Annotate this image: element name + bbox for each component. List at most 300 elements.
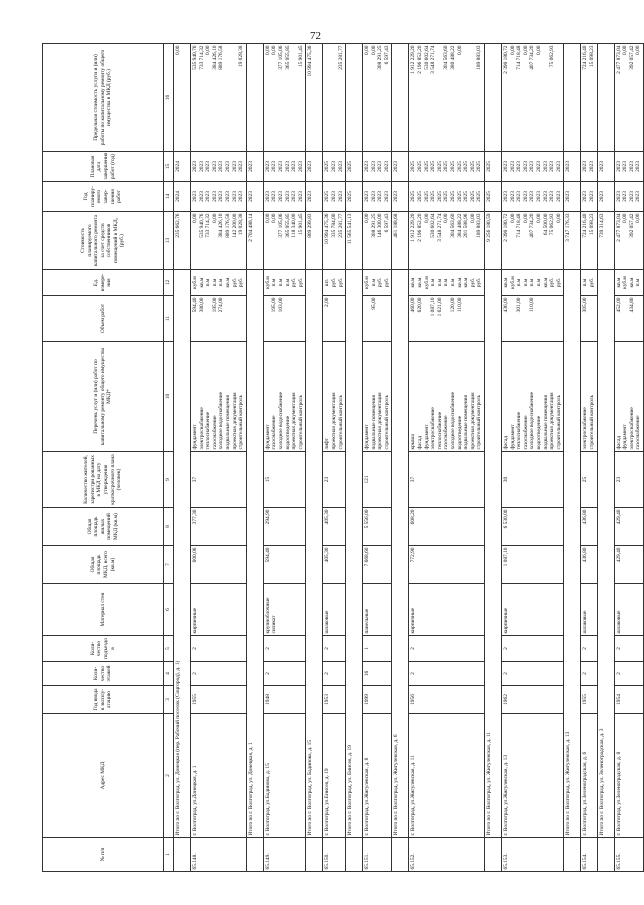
max-costs-list [581,44,597,152]
total-year: 2025 [485,182,502,212]
works-list-line: теплоснабжение [516,411,523,450]
volumes-list-line: 380,00 [198,297,205,313]
units-list-line: п.м [522,278,529,287]
years-list-line: 2023 [522,191,529,202]
record-address: г. Волгоград, ул.Зеленоградская, д. 8 [614,714,643,838]
costs-list [614,212,643,270]
units-list [263,270,306,296]
record-area-total: 772,90 [409,546,485,584]
costs-list-line: 2 390 180,72 [503,213,509,242]
max-costs-list-line [470,46,477,150]
record-row [581,44,597,872]
record-material: панельные [363,584,392,636]
costs-list [409,212,485,270]
total-year-plan: 2025 [346,152,363,182]
years-list-line: 2025 [450,191,457,202]
plan-years-list-line: 2023 [211,161,218,172]
max-costs-list [409,44,485,152]
max-costs-list-line [232,46,239,150]
years-list [409,182,485,212]
record-material: кирпичные [191,584,247,636]
plan-years-list-line: 2023 [364,161,371,172]
years-list-line: 2023 [635,191,642,202]
column-number: 15 [164,152,174,182]
works-list-line: электроснабжение [430,407,437,450]
record-number: 65.155. [614,838,643,872]
costs-list-line: 889 176,58 [224,213,231,238]
max-costs-list [323,44,346,152]
column-number: 1 [164,838,174,872]
works-list [614,342,643,452]
works-list-line: подвальные помещения [224,394,231,450]
volumes-list-line: 95,00 [370,297,377,310]
total-year: 2023 [306,182,323,212]
costs-list-line: 6 597,43 [383,213,390,233]
record-floors: 2 [614,662,643,686]
costs-list-line: 2 196 852,20 [417,213,424,242]
total-year: 2025 [346,182,363,212]
max-costs-list-line: 714 718,48 [516,45,523,70]
total-label: Итого по г. Волгоград, ул. Жигулевская, д. 13 [564,270,581,838]
plan-years-list-line: 2023 [198,161,205,172]
total-label: Итого по г. Волгоград, ул. Енисея, д. 19 [346,270,363,838]
total-year: 2024 [174,182,191,212]
plan-years-list-line: 2025 [469,161,476,172]
works-list-line: фундамент [192,424,198,450]
total-year-plan: 2023 [246,152,263,182]
record-entrances: 2 [409,636,485,662]
volumes-list-line [424,298,431,340]
works-list-line: холодное водоснабжение [218,391,225,450]
column-number: 13 [164,212,174,270]
record-area-living: 405,30 [323,508,346,546]
total-row [485,44,502,872]
total-cost: 809 299,83 [306,212,323,270]
years-list-line: 2023 [264,191,271,202]
years-list-line: 2025 [463,191,470,202]
costs-list-line: 0,00 [522,213,529,223]
record-material: кирпичные [502,584,564,636]
column-number: 2 [164,714,174,838]
works-list-line: подвальные помещения [542,394,549,450]
record-residents: 23 [614,452,643,508]
record-area-living: 429,40 [614,508,643,546]
works-list-line: строительный контроль [555,394,562,450]
header-cell: Объем работ [43,296,164,342]
plan-years-list [363,152,392,182]
plan-years-list-line: 2025 [436,161,443,172]
years-list-line: 2023 [337,191,344,202]
years-list-line: 2025 [476,191,483,202]
max-costs-list-line: 2 196 852,20 [417,45,424,74]
record-floors: 2 [581,662,597,686]
years-list-line: 2025 [417,191,424,202]
record-year: 1948 [263,686,306,714]
costs-list [263,212,306,270]
works-list-line: газоснабжение [211,415,218,450]
total-year: 2023 [246,182,263,212]
years-list [191,182,247,212]
works-list [323,342,346,452]
volumes-list-line: 1 087,10 [430,297,437,317]
years-list-line: 2023 [370,191,377,202]
works-list-line: проектная документация [291,392,298,450]
total-year-plan: 2025 [485,152,502,182]
record-material: кирпичные [409,584,485,636]
works-list-line: газоснабжение [271,415,278,450]
works-list-line: холодное водоснабжение [529,391,536,450]
max-costs-list [363,44,392,152]
units-list-line: куб.м [509,276,516,289]
record-number: 65.151. [363,838,392,872]
works-list-line: фасад [417,436,424,450]
costs-list-line: 308 291,25 [370,213,377,238]
years-list-line: 2023 [192,191,198,202]
works-list-line: водоотведение [284,415,291,450]
years-list-line: 2023 [271,191,278,202]
years-list-line: 2023 [503,191,509,202]
costs-list [363,212,392,270]
record-row [191,44,247,872]
units-list-line: куб.м [264,276,271,289]
max-costs-list-line: 0,00 [535,45,542,55]
years-list-line: 2023 [205,191,212,202]
record-row [263,44,306,872]
max-costs-list-line: 733 714,32 [198,45,205,70]
works-list [409,342,485,452]
total-num-cell [485,838,502,872]
column-number: 6 [164,584,174,636]
total-max-cost [564,44,581,152]
record-area-living: 6 530,00 [502,508,564,546]
units-list [409,270,485,296]
works-list-line: подвальные помещения [370,394,377,450]
units-list-line: п.м [218,278,225,287]
units-list-line: руб. [337,277,344,288]
costs-list-line: 535 940,76 [198,213,205,238]
costs-list-line: 365 955,85 [284,213,291,238]
record-residents: 30 [502,452,564,508]
units-list [363,270,392,296]
units-list-line: п.м [443,278,450,287]
max-costs-list-line [331,46,338,150]
units-list-line: п.м [211,278,218,287]
plan-years-list-line: 2023 [377,161,384,172]
works-list-line: холодное водоснабжение [277,391,284,450]
costs-list [191,212,247,270]
record-entrances: 1 [363,636,392,662]
total-year: 2023 [392,182,409,212]
max-costs-list-line: 0,00 [370,45,377,55]
rotated-table-wrapper [42,44,642,872]
plan-years-list-line: 2023 [509,161,516,172]
record-row [363,44,392,872]
units-list-line: п.м [430,278,437,287]
costs-list-line: 530 602,64 [430,213,437,238]
units-list-line: руб. [549,277,556,288]
volumes-list-line: 301,00 [516,297,523,313]
years-list-line: 2023 [549,191,556,202]
plan-years-list [323,152,346,182]
record-address: г. Волгоград, ул.Зеленоградская, д. 6 [581,714,597,838]
total-year: 2023 [564,182,581,212]
plan-years-list-line: 2023 [231,161,238,172]
record-address: г. Волгоград, ул.Жигулевская, д. 13 [502,714,564,838]
plan-years-list-line: 2023 [330,161,337,172]
max-costs-list-line [463,46,470,150]
max-costs-list-line: 0,00 [456,45,463,55]
works-list-line: фундамент [622,424,629,450]
units-list-line: п.м [450,278,457,287]
volumes-list-line: 103,00 [277,297,284,313]
plan-years-list-line: 2025 [456,161,463,172]
works-list-line: теплоснабжение [436,411,443,450]
record-number: 65.149. [263,838,306,872]
plan-years-list-line: 2025 [410,161,417,172]
units-list-line: шт. [324,278,331,287]
units-list [502,270,564,296]
years-list-line: 2023 [297,191,304,202]
volumes-list [614,296,643,342]
costs-list-line: 0,00 [555,213,562,223]
plan-years-list-line: 2023 [337,161,344,172]
record-area-total: 436,80 [581,546,597,584]
page-number: 72 [310,30,321,42]
max-costs-list-line: 2 477 873,04 [615,45,622,74]
max-costs-list-line: 365 955,85 [284,45,291,70]
record-floors: 2 [263,662,306,686]
plan-years-list-line: 2023 [383,161,390,172]
plan-years-list-line: 2025 [430,161,437,172]
volumes-list-line: 120,00 [450,297,457,313]
costs-list-line: 15 098,23 [588,213,595,236]
costs-list-line: 407 734,20 [529,213,536,238]
column-number: 16 [164,44,174,152]
units-list-line: руб. [238,277,245,288]
max-costs-list-line: 889 176,58 [218,45,225,70]
units-list-line: п.м [436,278,443,287]
volumes-list-line [470,298,477,340]
total-max-cost [346,44,363,152]
plan-years-list-line: 2025 [450,161,457,172]
volumes-list-line: 274,00 [218,297,225,313]
costs-list-line: 15 901,45 [297,213,304,236]
total-num-cell [246,838,263,872]
volumes-list-line [543,298,550,340]
volumes-list-line [384,298,391,340]
total-max-cost [597,44,614,152]
plan-years-list-line: 2023 [549,161,556,172]
record-number: 65.153. [502,838,564,872]
years-list-line: 2023 [364,191,371,202]
column-number: 7 [164,546,174,584]
header-cell: № п/п [43,838,164,872]
units-list-line: кв.м [542,277,549,288]
plan-years-list [191,152,247,182]
works-list-line: строительный контроль [297,394,304,450]
max-costs-list-line: 19 028,38 [238,45,245,68]
volumes-list-line: 436,00 [503,297,509,313]
record-entrances: 2 [502,636,564,662]
record-year: 1962 [502,686,564,714]
volumes-list-line: 110,00 [529,297,536,313]
units-list [323,270,346,296]
plan-years-list-line: 2025 [443,161,450,172]
works-list [502,342,564,452]
costs-list-line: 724 216,40 [582,213,589,238]
units-list [581,270,597,296]
max-costs-list-line: 15 901,45 [297,45,304,68]
units-list-line: руб. [231,277,238,288]
volumes-list-line [265,298,272,340]
record-residents: 37 [191,452,247,508]
record-area-total: 600,06 [191,546,247,584]
volumes-list [323,296,346,342]
costs-list-line: 0,00 [635,213,642,223]
costs-list-line: 384 488,22 [456,213,463,238]
total-row [564,44,581,872]
years-list [581,182,597,212]
volumes-list-line [291,298,298,340]
volumes-list-line: 452,00 [615,297,622,313]
units-list-line: кв.м [224,277,231,288]
record-floors: 2 [191,662,247,686]
costs-list-line: 235 281,77 [337,213,344,238]
works-list-line: проектная документация [330,392,337,450]
units-list-line: руб. [383,277,390,288]
volumes-list-line [476,298,483,340]
header-cell: Коли-чество этажей [43,662,164,686]
years-list-line: 2023 [284,191,291,202]
units-list-line: п.м [582,278,589,287]
max-costs-list-line: 0,00 [364,45,371,55]
costs-list [323,212,346,270]
header-cell: Ед. измере-ния [43,270,164,296]
record-area-living: 294,90 [263,508,306,546]
volumes-list-line [238,298,245,340]
volumes-list-line [556,298,563,340]
column-number: 11 [164,296,174,342]
header-cell: Адрес МКД [43,714,164,838]
units-list-line: руб. [476,277,483,288]
works-list-line: фундамент [264,424,271,450]
header-cell: Предельная стоимость услуги и (или) работы по капитальному ремонту общего имущества в МКД (руб.) [43,44,164,152]
years-list-line: 2023 [330,191,337,202]
works-list-line: электроснабжение [628,407,635,450]
plan-years-list-line: 2023 [284,161,291,172]
total-row [174,44,191,872]
max-costs-list-line: 530 602,64 [423,45,430,70]
volumes-list [191,296,247,342]
record-entrances: 2 [263,636,306,662]
costs-list-line: 0,00 [469,213,476,223]
max-costs-list [191,44,247,152]
record-area-total: 405,30 [323,546,346,584]
units-list-line: руб. [588,277,595,288]
total-label: Итого по г. Волгоград, ул. Жигулевская, д. 6 [392,270,409,838]
works-list-line: строительный контроль [383,394,390,450]
years-list-line: 2023 [529,191,536,202]
years-list-line: 2023 [582,191,589,202]
works-list-line: фасад [503,436,509,450]
record-address: г. Волгоград, ул.Бадинова, д. 15 [263,714,306,838]
years-list-line: 2023 [542,191,549,202]
years-list-line: 2023 [516,191,523,202]
years-list-line: 2023 [535,191,542,202]
units-list-line: п.м [205,278,212,287]
header-cell: Коли-чество подъездо в [43,636,164,662]
years-list-line: 2025 [456,191,463,202]
max-costs-list [614,44,643,152]
years-list-line: 2025 [324,191,331,202]
volumes-list [502,296,564,342]
years-list-line: 2023 [615,191,622,202]
max-costs-list-line: 377 105,06 [277,45,284,70]
record-floors: 2 [409,662,485,686]
plan-years-list-line: 2025 [463,161,470,172]
volumes-list-line [285,298,292,340]
plan-years-list-line: 2025 [324,161,331,172]
volumes-list-line [589,298,596,340]
works-list-line: водоотведение [535,415,542,450]
plan-years-list [502,152,564,182]
units-list-line: руб. [291,277,298,288]
record-address: г. Волгоград, ул.Енисея, д. 19 [323,714,346,838]
works-list-line: строительный контроль [238,394,245,450]
header-cell: Количество жителей, зарегистри рованных в МКД на дату утверждения краткосрочного плана (человек) [43,452,164,508]
works-list-line: подвальные помещения [463,394,470,450]
costs-list-line: 19 028,38 [238,213,245,236]
record-residents: 15 [263,452,306,508]
max-costs-list-line [291,46,298,150]
max-costs-list-line [324,46,331,150]
costs-list-line: 10 994 475,36 [324,213,331,245]
costs-list-line: 0,00 [364,213,371,223]
costs-list-line: 146 300,00 [377,213,384,238]
units-list-line: куб.м [622,276,629,289]
record-floors: 2 [323,662,346,686]
works-list-line: проектная документация [469,392,476,450]
volumes-list-line [338,298,345,340]
volumes-list-line [298,298,305,340]
works-list-line: строительный контроль [337,394,344,450]
plan-years-list-line: 2023 [529,161,536,172]
record-row [502,44,564,872]
works-list-line: строительный контроль [588,394,595,450]
costs-list-line: 0,00 [271,213,278,223]
record-row [409,44,485,872]
plan-years-list-line: 2023 [277,161,284,172]
header-cell: Плановая дата завершения работ (год) [43,152,164,182]
total-cost: 461 188,68 [392,212,409,270]
total-num-cell [346,838,363,872]
header-row [43,44,164,872]
years-list-line: 2025 [443,191,450,202]
plan-years-list-line: 2023 [582,161,589,172]
total-year-plan: 2023 [564,152,581,182]
max-costs-list-line: 0,00 [522,45,529,55]
max-costs-list-line: 3 548 271,74 [430,45,437,74]
works-list-line: холодное водоснабжение [450,391,457,450]
header-cell: Материал стен [43,584,164,636]
total-cost: 739 314,63 [597,212,614,270]
works-list-line: фундамент [509,424,516,450]
costs-list-line: 201 588,96 [463,213,470,238]
plan-years-list-line: 2023 [555,161,562,172]
plan-years-list-line: 2025 [423,161,430,172]
plan-years-list-line: 2023 [264,161,271,172]
max-costs-list-line: 308 291,25 [377,45,384,70]
